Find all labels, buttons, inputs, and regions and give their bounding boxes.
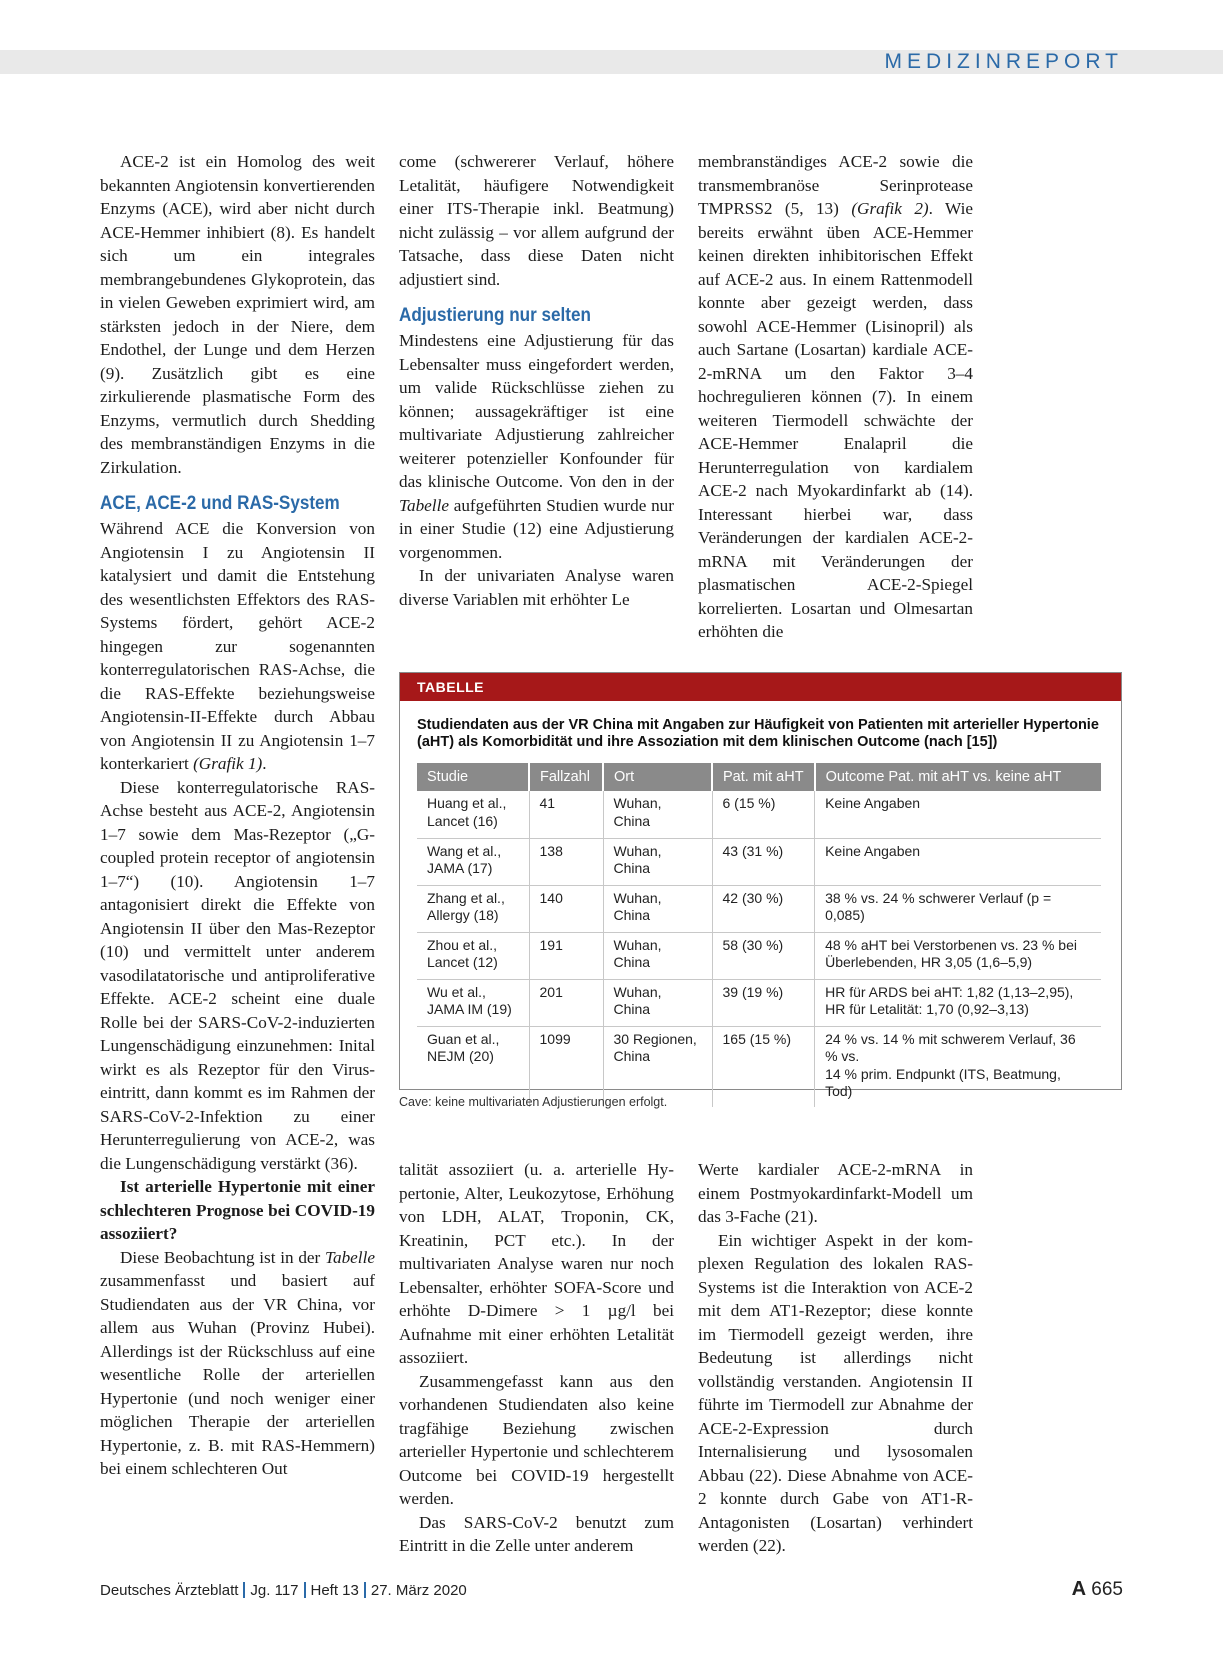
column-2 [399, 150, 674, 611]
table-row [417, 885, 1101, 932]
table-cell: 39 (19 %) [712, 979, 815, 1026]
column-2-continued [399, 1158, 674, 1558]
table-header-row [417, 763, 1101, 791]
subheading: ACE, ACE-2 und RAS-System [100, 493, 340, 514]
table-reference: Tabelle [399, 495, 449, 515]
paragraph: ACE-2 ist ein Homolog des weit bekannten Angiotensin konvertierenden Enzyms (ACE), wird aber nicht durch ACE-Hemmer inhibiert (8). Es handelt sich um ein integrales membrangebundenes Glykoprotein, das in vielen Geweben exprimiert wird, am stärksten jedoch in der Niere, dem Endothel, der Lunge und dem Herzen (9). Zusätzlich gibt es eine zirkulierende plasmatische Form des Enzyms, vermutlich durch Shedding des membranständigen Enzyms in die Zirkulation. [100, 152, 375, 477]
paragraph-text: Mindestens eine Adjustierung für das Lebensalter muss eingefordert werden, um valide Rückschlüsse ziehen zu können; aussagekräftiger ist eine multivariate Adjustierung zahlreicher weiterer potenzieller Konfounder für das klinische Outcome. Von den in der [399, 331, 674, 491]
separator [243, 1582, 245, 1598]
date: 27. März 2020 [370, 1582, 467, 1599]
table-row [417, 791, 1101, 838]
paragraph: Das SARS-CoV-2 benutzt zum Eintritt in die Zelle unter anderem [399, 1512, 674, 1555]
table-cell: Wuhan, China [603, 791, 712, 838]
column-1 [100, 150, 375, 1481]
table-cell: Wuhan, China [603, 885, 712, 932]
table-cell: 201 [529, 979, 603, 1026]
table-note: Cave: keine multivariaten Adjustierungen erfolgt. [399, 1095, 668, 1109]
table-box [399, 672, 1122, 1099]
column-header: Ort [603, 763, 712, 791]
footer-citation [100, 1582, 467, 1599]
paragraph: Werte kardialer ACE-2-mRNA in einem Postmyokardinfarkt-Modell um das 3-Fache (21). [698, 1160, 973, 1226]
paragraph: come (schwererer Verlauf, höhere Letalität, häufigere Notwendigkeit einer ITS-Therapie inkl. Beatmung) nicht zulässig – vor allem aufgrund der Tatsache, dass diese Daten nicht adjustiert sind. [399, 152, 674, 289]
table-cell: 41 [529, 791, 603, 838]
table-cell: Wuhan, China [603, 979, 712, 1026]
table-cell: Wuhan, China [603, 838, 712, 885]
separator [304, 1582, 306, 1598]
table-reference: Tabelle [325, 1247, 375, 1267]
table-cell: Zhou et al., Lancet (12) [417, 932, 529, 979]
table-cell: Keine Angaben [815, 791, 1101, 838]
column-header: Fallzahl [529, 763, 603, 791]
figure-reference: (Grafik 1) [193, 754, 263, 773]
table-cell: 48 % aHT bei Verstorbenen vs. 23 % bei Überlebenden, HR 3,05 (1,6–5,9) [815, 932, 1101, 979]
table-cell: 138 [529, 838, 603, 885]
paragraph: talität assoziiert (u. a. arterielle Hypertonie, Alter, Leukozytose, Erhöhung von LDH, ALAT, Troponin, CK, Kreatinin, PCT etc.). In der multivariaten Analyse waren nur noch Lebensalter, erhöhter SOFA-Score und erhöhte D-Dimere > 1 µg/l bei Aufnahme mit einer erhöhten Letalität assoziiert. [399, 1160, 674, 1367]
paragraph-text: membranständiges ACE-2 sowie die transmembranöse Serinprotease TMPRSS2 (5, 13) [698, 152, 973, 218]
section-label: MEDIZINREPORT [884, 50, 1123, 73]
table-cell: 191 [529, 932, 603, 979]
table-cell: Zhang et al., Allergy (18) [417, 885, 529, 932]
page-prefix: A [1071, 1578, 1087, 1600]
issue: Heft 13 [310, 1582, 359, 1599]
table-cell: Keine Angaben [815, 838, 1101, 885]
column-header: Pat. mit aHT [712, 763, 815, 791]
table-cell: 6 (15 %) [712, 791, 815, 838]
paragraph [100, 517, 375, 776]
subheading: Adjustierung nur selten [399, 305, 591, 326]
table-cell: Wu et al., JAMA IM (19) [417, 979, 529, 1026]
paragraph: Ein wichtiger Aspekt in der komplexen Regulation des lokalen RAS-Systems ist die Interaktion von ACE-2 mit dem AT1-Rezeptor; diese konnte im Tiermodell gezeigt werden, ihre Bedeutung ist allerdings nicht vollständig verstanden. Angiotensin II führte im Tiermodell zur Abnahme der ACE-2-Expression durch Internalisierung und lysosomalen Abbau (22). Diese Abnahme von ACE-2 konnte durch Gabe von AT1-R-Antagonisten (Losartan) verhindert werden (22). [698, 1230, 973, 1555]
table-cell: 38 % vs. 24 % schwerer Verlauf (p = 0,085) [815, 885, 1101, 932]
table-row [417, 979, 1101, 1026]
paragraph-text: Diese Beobachtung ist in der [120, 1247, 326, 1267]
paragraph-text: . Wie bereits erwähnt üben ACE-Hemmer keinen direkten inhibitorischen Effekt auf ACE-2 aus. In einem Rattenmodell konnte aber gezeigt werden, dass sowohl ACE-Hemmer (Lisinopril) als auch Sartane (Losartan) kardiale ACE-2-mRNA um den Faktor 3–4 hochregulieren können (7). In einem weiteren Tiermodell schwächte der ACE-Hemmer Enalapril die Herunterregulation von kardialem ACE-2 nach Myokardinfarkt ab (14). Interessant hierbei war, dass Veränderungen der kardialen ACE-2-mRNA mit Veränderungen der plasmatischen ACE-2-Spiegel korrelierten. Losartan und Olmesartan erhöhten die [698, 199, 973, 641]
page-number-value: 665 [1091, 1579, 1123, 1600]
paragraph: Diese konterregulatorische RAS-Achse besteht aus ACE-2, Angiotensin 1–7 sowie dem Mas-Rezeptor („G-coupled protein receptor of angiotensin 1–7“) (10). Angiotensin 1–7 antagonisiert direkt die Effekte von Angiotensin II über den Mas-Rezeptor (10) und vermittelt unter anderem vasodilatatorische und antiproliferative Effekte. ACE-2 scheint eine duale Rolle bei der SARS-CoV-2-induzierten Lungenschädigung einzunehmen: Inital wirkt es als Rezeptor für den Viruseintritt, dann kommt es im Rahmen der SARS-CoV-2-Infektion zu einer Herunterregulierung von ACE-2, was die Lungenschädigung verstärkt (36). [100, 777, 375, 1173]
data-table [417, 763, 1101, 1107]
volume: Jg. 117 [250, 1582, 299, 1599]
table-cell: Huang et al., Lancet (16) [417, 791, 529, 838]
separator [364, 1582, 366, 1598]
table-cell: 43 (31 %) [712, 838, 815, 885]
paragraph [100, 1246, 375, 1481]
punctuation: . [262, 754, 267, 773]
table-cell: 165 (15 %) [712, 1026, 815, 1107]
table-caption: Studiendaten aus der VR China mit Angaben zur Häufigkeit von Patienten mit arterieller Hypertonie (aHT) als Komorbidität und ihre Assoziation mit dem klinischen Outcome (nach [15]) [417, 717, 1099, 750]
table-cell: Wang et al., JAMA (17) [417, 838, 529, 885]
paragraph-text: Während ACE die Konversion von Angiotensin I zu Angiotensin II katalysiert und damit die Entstehung des wesentlichsten Effektors des RAS-Systems fördert, gehört ACE-2 hingegen zur sogenannten konterregulatorischen RAS-Achse, die die RAS-Effekte beziehungsweise Angiotensin-II-Effekte durch Abbau von Angiotensin II zu Angiotensin 1–7 konterkariert [100, 519, 375, 773]
table-cell: Wuhan, China [603, 932, 712, 979]
table-cell: Guan et al., NEJM (20) [417, 1026, 529, 1107]
table-cell: 42 (30 %) [712, 885, 815, 932]
table-cell: 24 % vs. 14 % mit schwerem Verlauf, 36 % vs. 14 % prim. Endpunkt (ITS, Beatmung, Tod) [825, 1030, 1076, 1099]
question-heading: Ist arterielle Hypertonie mit einer schlechteren Prognose bei COVID-19 assoziiert? [100, 1177, 375, 1243]
column-3 [698, 150, 973, 644]
paragraph: In der univariaten Analyse waren diverse Variablen mit erhöhter Le [399, 566, 674, 609]
figure-reference: (Grafik 2) [851, 199, 929, 218]
table-cell: 58 (30 %) [712, 932, 815, 979]
table-label: TABELLE [400, 673, 1121, 701]
table-cell: 30 Regionen, China [603, 1026, 712, 1107]
column-3-continued [698, 1158, 973, 1558]
paragraph [698, 150, 973, 644]
paragraph: Zusammengefasst kann aus den vorhandenen Studiendaten also keine tragfähige Beziehung zwischen arterieller Hypertonie und schlechterem Outcome bei COVID-19 hergestellt werden. [399, 1371, 674, 1508]
journal-name: Deutsches Ärzteblatt [100, 1582, 239, 1599]
table-cell: 140 [529, 885, 603, 932]
column-header: Outcome Pat. mit aHT vs. keine aHT [815, 763, 1101, 791]
table-cell: HR für ARDS bei aHT: 1,82 (1,13–2,95), HR für Letalität: 1,70 (0,92–3,13) [815, 979, 1101, 1026]
column-header: Studie [417, 763, 529, 791]
paragraph [399, 329, 674, 564]
table-row [417, 932, 1101, 979]
table-cell: 1099 [529, 1026, 603, 1107]
paragraph-text: aufgeführten Studien wurde nur in einer Studie (12) eine Adjustierung vorgenommen. [399, 495, 674, 562]
page-number [1072, 1578, 1123, 1601]
paragraph-text: zusammenfasst und basiert auf Studiendaten aus der VR China, vor allem aus Wuhan (Provinz Hubei). Allerdings ist der Rückschluss auf eine wesentliche Rolle der arteriellen Hypertonie (und noch weniger einer möglichen Therapie der arteriellen Hypertonie, z. B. mit RAS-Hemmern) bei einem schlechteren Out [100, 1271, 375, 1478]
table-row [417, 838, 1101, 885]
